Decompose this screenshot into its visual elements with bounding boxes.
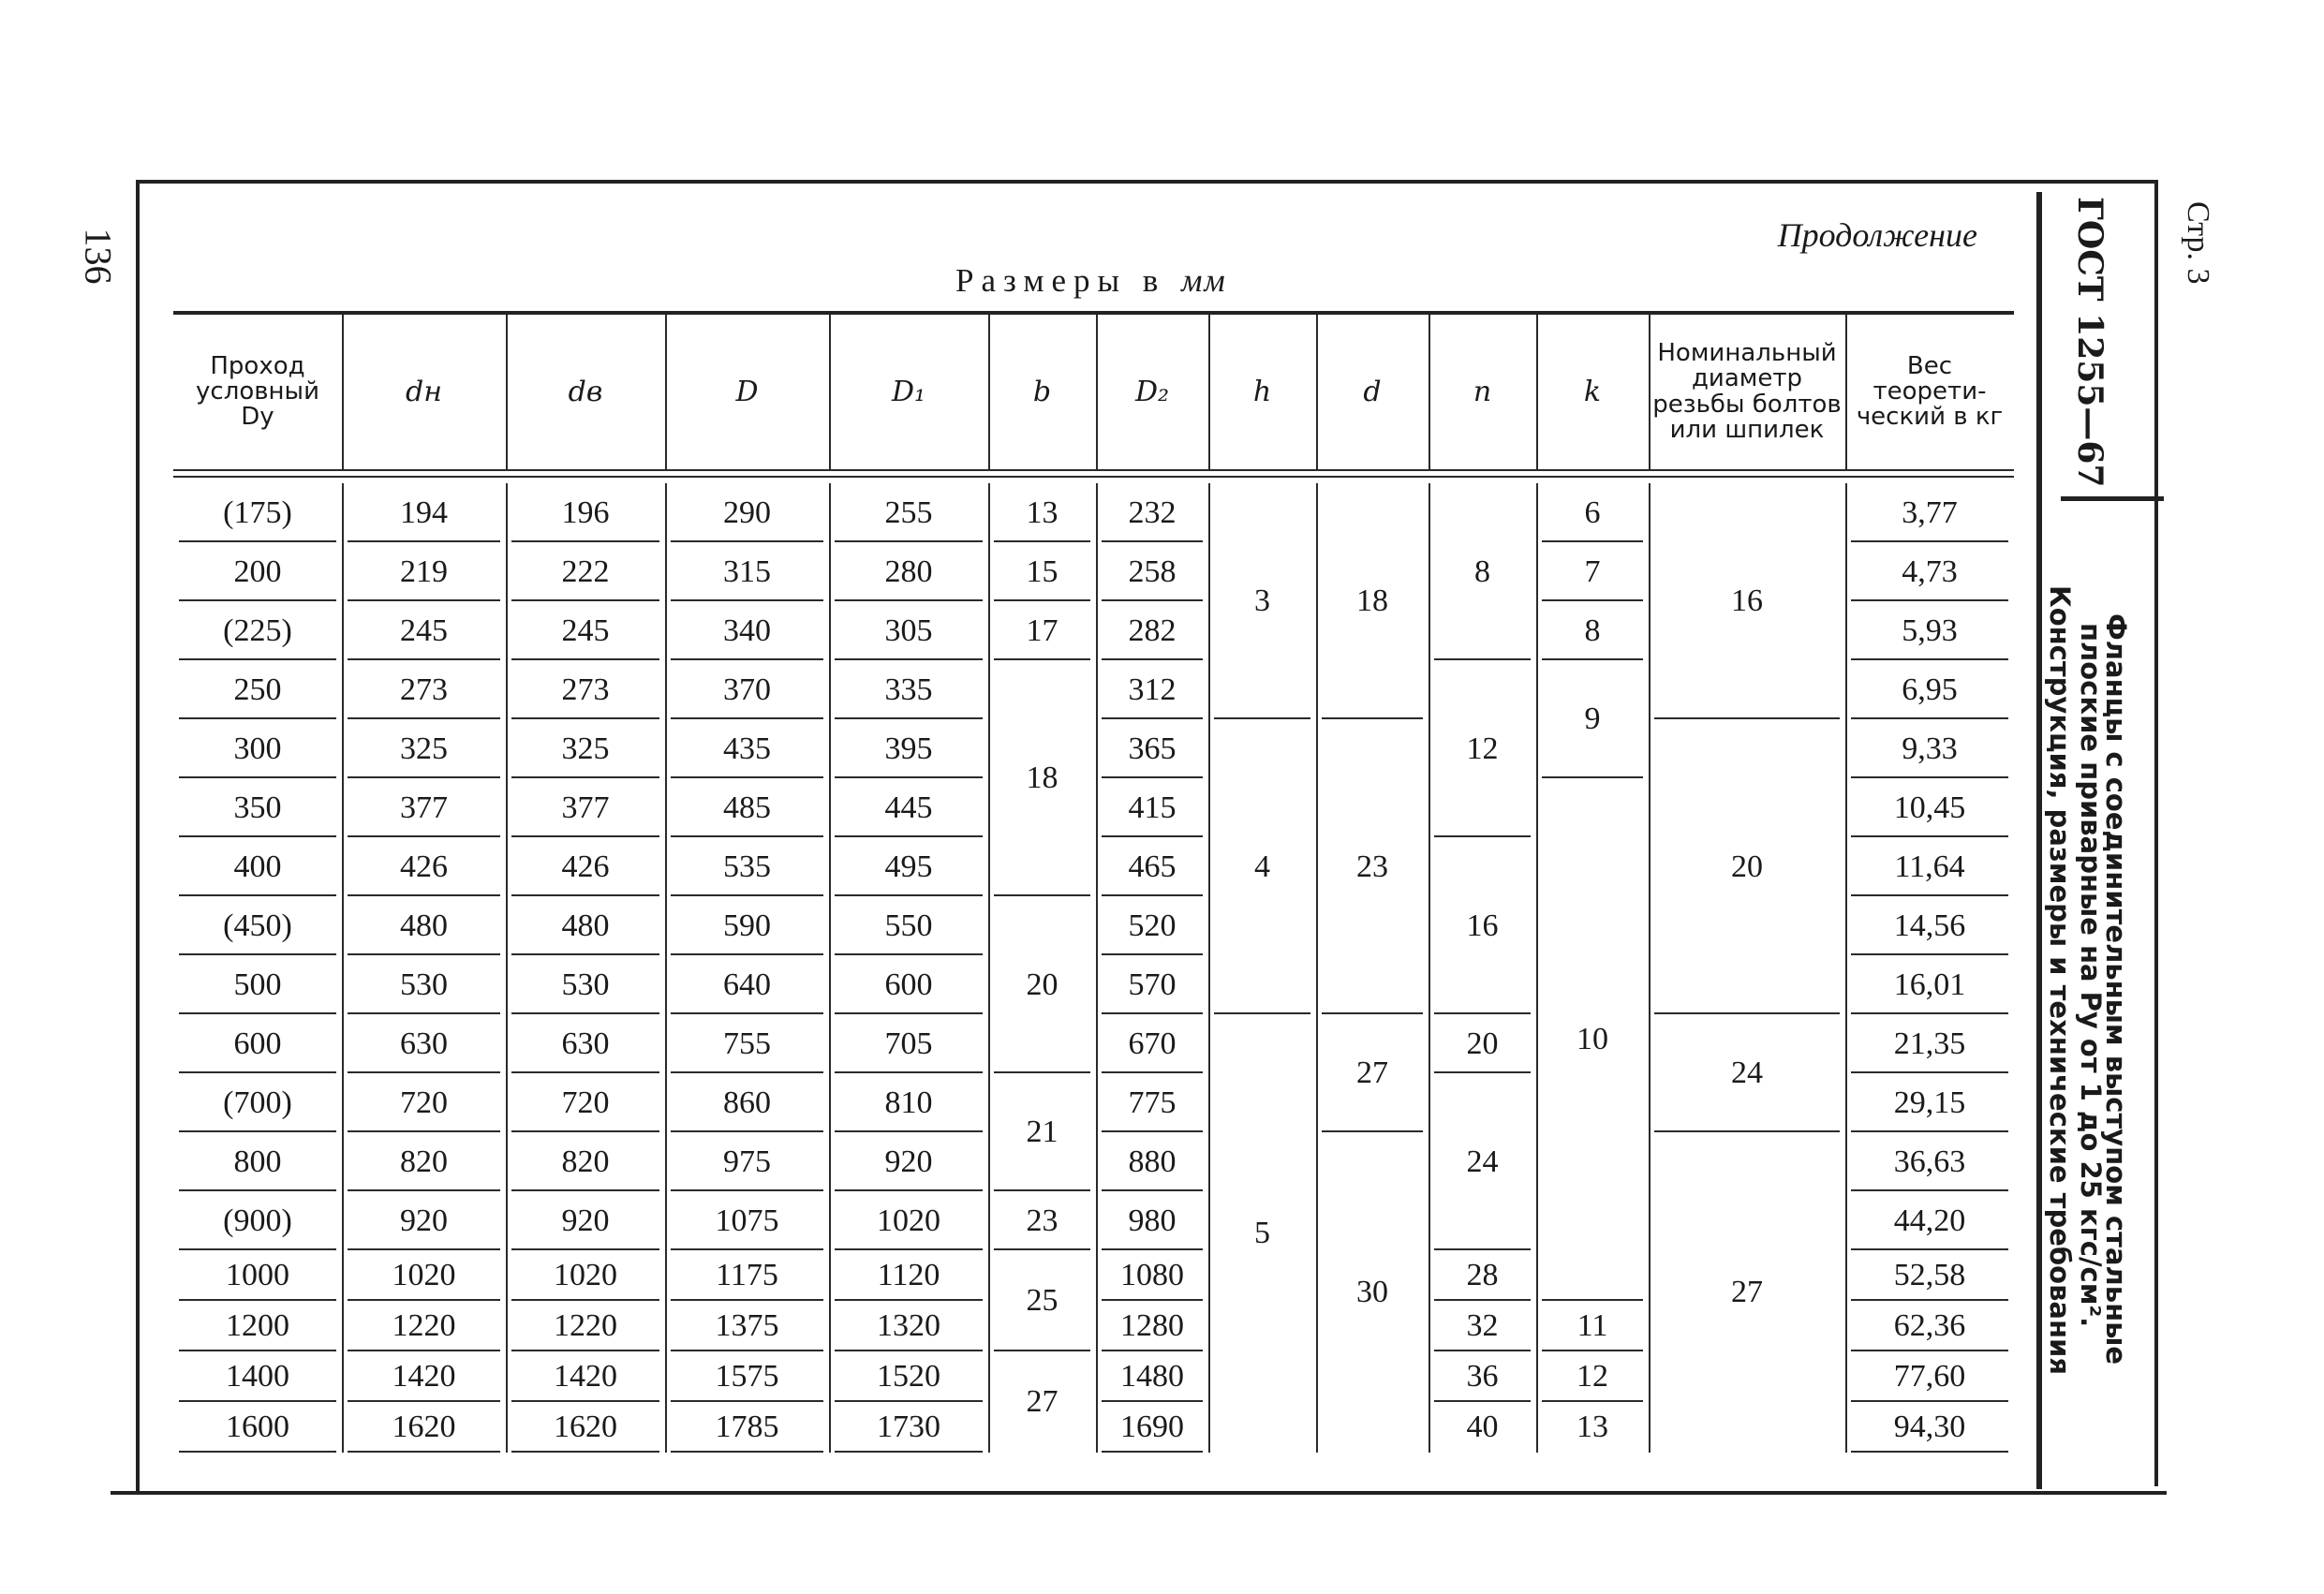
cell-b-merged: 15 [1026,553,1058,589]
cell-D2: 312 [1128,672,1177,707]
cell-D1: 335 [884,672,933,707]
cell-k-merged: 8 [1584,613,1601,648]
column-rule [342,483,344,1453]
cell-weight: 94,30 [1893,1410,1966,1445]
cell-D1: 1730 [877,1410,940,1445]
cell-weight: 10,45 [1893,790,1966,825]
cell-dv: 1220 [554,1308,617,1344]
cell-dn: 480 [400,908,448,943]
cell-D: 435 [723,731,771,766]
cell-dn: 630 [400,1026,448,1061]
header-column-rule [665,315,667,469]
cell-n-merged: 16 [1466,908,1499,943]
cell-dy: 1600 [226,1410,289,1445]
cell-k-merged: 12 [1576,1359,1608,1395]
cell-d-merged: 30 [1356,1275,1388,1310]
units-label [955,262,1227,300]
cell-D1: 810 [884,1085,933,1120]
cell-thread-merged: 24 [1731,1055,1763,1091]
cell-weight: 44,20 [1893,1203,1966,1238]
cell-b-merged: 23 [1026,1203,1058,1238]
header-D: D [735,375,759,408]
cell-h-merged: 3 [1254,583,1270,619]
cell-dn: 1420 [392,1359,456,1395]
side-title-block [2044,187,2164,1484]
cell-D2: 258 [1128,553,1177,589]
cell-weight: 52,58 [1893,1258,1966,1293]
cell-dy: 350 [233,790,282,825]
cell-n-merged: 8 [1474,553,1490,589]
cell-h-merged: 4 [1254,849,1270,884]
column-rule [1649,483,1650,1453]
cell-D: 315 [723,553,771,589]
cell-D1: 1120 [877,1258,940,1293]
cell-dv: 377 [561,790,610,825]
cell-dv: 720 [561,1085,610,1120]
cell-dn: 194 [400,494,448,530]
cell-dv: 325 [561,731,610,766]
cell-n-merged: 24 [1466,1144,1499,1179]
row-rule [1102,1451,1203,1453]
cell-weight: 62,36 [1893,1308,1966,1344]
cell-D: 590 [723,908,771,943]
header-column-rule [1428,315,1430,469]
cell-dy: (700) [223,1085,292,1120]
cell-k-merged: 7 [1584,553,1601,589]
cell-dv: 920 [561,1203,610,1238]
cell-weight: 77,60 [1893,1359,1966,1395]
column-rule [665,483,667,1453]
cell-dn: 820 [400,1144,448,1179]
cell-dy: 500 [233,967,282,1002]
cell-weight: 21,35 [1893,1026,1966,1061]
cell-D1: 550 [884,908,933,943]
cell-dy: 250 [233,672,282,707]
cell-D: 975 [723,1144,771,1179]
cell-D: 340 [723,613,771,648]
document-title-line3: Конструкция, размеры и технические требования [2044,585,2076,1375]
column-rule [506,483,508,1453]
header-column-rule [829,315,831,469]
column-rule [829,483,831,1453]
header-rule [173,469,2014,471]
cell-D1: 600 [884,967,933,1002]
cell-dn: 530 [400,967,448,1002]
header-column-rule [1649,315,1650,469]
gost-number: ГОСТ 1255—67 [2070,197,2109,488]
cell-D: 860 [723,1085,771,1120]
header-D1: D₁ [891,375,926,408]
cell-b-merged: 21 [1026,1114,1058,1150]
cell-thread-merged: 27 [1731,1275,1763,1310]
cell-dy: 300 [233,731,282,766]
cell-D: 535 [723,849,771,884]
cell-dv: 222 [561,553,610,589]
cell-D: 640 [723,967,771,1002]
cell-k-merged: 10 [1576,1022,1608,1057]
header-h: h [1252,375,1272,408]
cell-h-merged: 5 [1254,1216,1270,1251]
cell-thread-merged: 16 [1731,583,1763,619]
cell-dy: 800 [233,1144,282,1179]
cell-b-merged: 18 [1026,760,1058,796]
cell-D: 1075 [715,1203,779,1238]
cell-weight: 16,01 [1893,967,1966,1002]
cell-dv: 426 [561,849,610,884]
column-rule [988,483,990,1453]
cell-D: 485 [723,790,771,825]
cell-d-merged: 27 [1356,1055,1388,1091]
cell-dy: 1200 [226,1308,289,1344]
row-rule [348,1451,500,1453]
cell-k-merged: 9 [1584,701,1601,737]
cell-n-merged: 36 [1466,1359,1499,1395]
header-column-rule [506,315,508,469]
cell-D1: 920 [884,1144,933,1179]
cell-dn: 377 [400,790,448,825]
cell-weight: 4,73 [1902,553,1958,589]
header-dn: dн [406,375,442,408]
header-k: k [1583,375,1602,408]
cell-dv: 196 [561,494,610,530]
cell-D2: 880 [1128,1144,1177,1179]
cell-dy: 600 [233,1026,282,1061]
cell-weight: 29,15 [1893,1085,1966,1120]
cell-k-merged: 13 [1576,1410,1608,1445]
cell-b-merged: 13 [1026,494,1058,530]
cell-weight: 5,93 [1902,613,1958,648]
header-dv: dв [568,375,603,408]
frame-right-rule [2036,192,2042,1489]
cell-dy: 1000 [226,1258,289,1293]
cell-D2: 415 [1128,790,1177,825]
cell-dy: (225) [223,613,292,648]
cell-dy: (175) [223,494,292,530]
cell-D2: 282 [1128,613,1177,648]
row-rule [671,1451,823,1453]
units-text: Размеры в [955,262,1166,299]
cell-dn: 1220 [392,1308,456,1344]
cell-weight: 6,95 [1902,672,1958,707]
column-rule [1096,483,1098,1453]
cell-D2: 1480 [1120,1359,1184,1395]
header-dy: Проход условный Dу [196,351,319,432]
frame-top-rule [136,180,2154,184]
cell-dv: 1420 [554,1359,617,1395]
column-rule [1536,483,1538,1453]
cell-D2: 1280 [1120,1308,1184,1344]
cell-D: 1375 [715,1308,779,1344]
cell-D2: 570 [1128,967,1177,1002]
cell-D1: 495 [884,849,933,884]
cell-weight: 3,77 [1902,494,1958,530]
header-column-rule [1208,315,1210,469]
cell-dn: 920 [400,1203,448,1238]
cell-dv: 820 [561,1144,610,1179]
cell-dv: 1620 [554,1410,617,1445]
cell-dn: 1620 [392,1410,456,1445]
cell-D2: 775 [1128,1085,1177,1120]
cell-D2: 670 [1128,1026,1177,1061]
header-b: b [1032,375,1052,408]
cell-weight: 36,63 [1893,1144,1966,1179]
cell-D2: 1080 [1120,1258,1184,1293]
page-stamp: Стр. 3 [2181,201,2215,285]
cell-D: 1785 [715,1410,779,1445]
header-thread: Номинальный диаметр резьбы болтов или шпилек [1652,338,1842,444]
cell-dv: 245 [561,613,610,648]
header-column-rule [1845,315,1847,469]
cell-b-merged: 25 [1026,1283,1058,1319]
cell-D1: 255 [884,494,933,530]
units-value: мм [1181,262,1227,299]
cell-D2: 465 [1128,849,1177,884]
cell-dn: 219 [400,553,448,589]
cell-D: 755 [723,1026,771,1061]
cell-D1: 395 [884,731,933,766]
cell-n-merged: 32 [1466,1308,1499,1344]
cell-dn: 1020 [392,1258,456,1293]
cell-dn: 273 [400,672,448,707]
cell-dy: 200 [233,553,282,589]
row-rule [179,1451,336,1453]
row-rule [511,1451,659,1453]
cell-D1: 705 [884,1026,933,1061]
header-n: n [1473,375,1492,408]
document-title-line2: плоские приварные на Pу от 1 до 25 кгс/см². [2075,623,2107,1328]
cell-D2: 365 [1128,731,1177,766]
frame-left-rule [136,180,140,1491]
header-column-rule [1096,315,1098,469]
cell-D2: 1690 [1120,1410,1184,1445]
cell-D1: 1320 [877,1308,940,1344]
header-column-rule [1316,315,1318,469]
cell-dn: 325 [400,731,448,766]
cell-weight: 9,33 [1902,731,1958,766]
header-column-rule [342,315,344,469]
header-rule-double [173,476,2014,478]
cell-k-merged: 11 [1576,1308,1608,1344]
header-weight: Вес теорети- ческий в кг [1856,351,2004,432]
cell-dn: 426 [400,849,448,884]
document-title-line1: Фланцы с соединительным выступом стальные [2100,613,2132,1365]
header-D2: D₂ [1134,375,1170,408]
cell-n-merged: 28 [1466,1258,1499,1293]
cell-dv: 1020 [554,1258,617,1293]
cell-weight: 11,64 [1894,849,1965,884]
cell-n-merged: 12 [1466,731,1499,766]
cell-b-merged: 17 [1026,613,1058,648]
cell-dy: (450) [223,908,292,943]
cell-dn: 720 [400,1085,448,1120]
column-rule [1208,483,1210,1453]
page-number: 136 [77,228,120,285]
cell-D2: 980 [1128,1203,1177,1238]
cell-b-merged: 27 [1026,1384,1058,1420]
cell-dn: 245 [400,613,448,648]
cell-dv: 530 [561,967,610,1002]
cell-D2: 520 [1128,908,1177,943]
header-d: d [1363,375,1382,408]
cell-n-merged: 20 [1466,1026,1499,1061]
cell-d-merged: 23 [1356,849,1388,884]
frame-bottom-rule [111,1491,2167,1495]
cell-D1: 305 [884,613,933,648]
cell-D1: 1020 [877,1203,940,1238]
continuation-label: Продолжение [1777,216,1977,254]
cell-weight: 14,56 [1893,908,1966,943]
cell-b-merged: 20 [1026,967,1058,1002]
cell-d-merged: 18 [1356,583,1388,619]
column-rule [1845,483,1847,1453]
cell-k-merged: 6 [1584,494,1601,530]
cell-D1: 1520 [877,1359,940,1395]
cell-D: 1175 [716,1258,778,1293]
row-rule [835,1451,983,1453]
row-rule [1851,1451,2008,1453]
cell-n-merged: 40 [1466,1410,1499,1445]
cell-dy: 400 [233,849,282,884]
cell-dv: 480 [561,908,610,943]
cell-dy: (900) [223,1203,292,1238]
cell-D2: 232 [1128,494,1177,530]
column-rule [1316,483,1318,1453]
cell-D: 370 [723,672,771,707]
cell-thread-merged: 20 [1731,849,1763,884]
cell-dv: 630 [561,1026,610,1061]
cell-D1: 445 [884,790,933,825]
cell-D: 1575 [715,1359,779,1395]
cell-dv: 273 [561,672,610,707]
cell-D: 290 [723,494,771,530]
cell-dy: 1400 [226,1359,289,1395]
column-rule [1428,483,1430,1453]
flange-dimensions-table [173,311,2014,1448]
header-column-rule [1536,315,1538,469]
header-column-rule [988,315,990,469]
cell-D1: 280 [884,553,933,589]
